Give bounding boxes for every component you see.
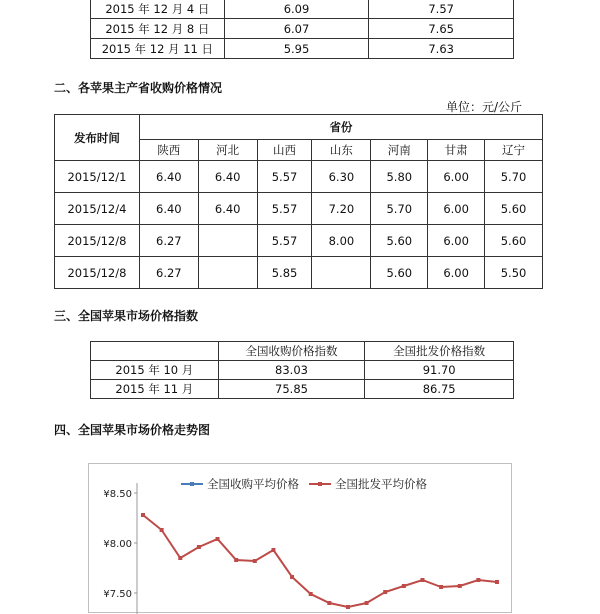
index-cell: 75.85 xyxy=(218,380,365,399)
price-cell: 5.60 xyxy=(485,225,543,257)
data-point xyxy=(495,580,499,584)
table-row xyxy=(91,380,514,399)
month-cell: 2015 年 11 月 xyxy=(91,380,219,399)
data-point xyxy=(141,513,145,517)
table-row xyxy=(55,193,543,225)
province-name: 河北 xyxy=(198,140,257,161)
empty-header-cell xyxy=(91,342,219,361)
y-tick-label: ¥8.50 xyxy=(103,489,132,500)
data-point xyxy=(216,537,220,541)
data-point xyxy=(439,585,443,589)
province-name: 河南 xyxy=(371,140,428,161)
index-cell: 91.70 xyxy=(365,361,514,380)
data-point xyxy=(197,545,201,549)
legend-label: 全国批发平均价格 xyxy=(335,477,427,491)
table-row xyxy=(55,257,543,289)
index-cell: 86.75 xyxy=(365,380,514,399)
value-cell: 7.57 xyxy=(369,0,514,19)
y-tick-label: ¥7.50 xyxy=(103,589,132,600)
date-cell: 2015/12/4 xyxy=(55,193,140,225)
data-point xyxy=(271,548,275,552)
data-point xyxy=(458,584,462,588)
wholesale-index-header: 全国批发价格指数 xyxy=(365,342,514,361)
price-cell: 6.00 xyxy=(428,225,485,257)
data-point xyxy=(346,605,350,609)
date-cell: 2015 年 12 月 8 日 xyxy=(91,19,225,39)
price-cell: 6.40 xyxy=(198,193,257,225)
price-cell: 5.57 xyxy=(257,161,312,193)
data-point xyxy=(160,528,164,532)
retail-price-table xyxy=(90,0,514,59)
data-point xyxy=(327,601,331,605)
legend-label: 全国收购平均价格 xyxy=(207,477,299,491)
header-row xyxy=(55,115,543,140)
series-line-1 xyxy=(143,515,497,607)
month-cell: 2015 年 10 月 xyxy=(91,361,219,380)
price-cell: 5.70 xyxy=(485,161,543,193)
date-cell: 2015 年 12 月 4 日 xyxy=(91,0,225,19)
province-header: 省份 xyxy=(139,115,542,140)
y-tick-label: ¥8.00 xyxy=(103,539,132,550)
date-cell: 2015 年 12 月 11 日 xyxy=(91,39,225,59)
province-price-table xyxy=(54,114,543,289)
unit-label: 单位：元/公斤 xyxy=(446,100,523,114)
data-point xyxy=(402,584,406,588)
value-cell: 7.65 xyxy=(369,19,514,39)
table-row xyxy=(91,39,514,59)
price-cell: 5.57 xyxy=(257,225,312,257)
price-cell: 6.00 xyxy=(428,193,485,225)
table-row xyxy=(55,225,543,257)
province-name: 山西 xyxy=(257,140,312,161)
price-cell: 5.50 xyxy=(485,257,543,289)
price-cell: 5.60 xyxy=(371,225,428,257)
index-cell: 83.03 xyxy=(218,361,365,380)
price-cell: 5.70 xyxy=(371,193,428,225)
price-cell: 6.40 xyxy=(139,161,198,193)
price-cell xyxy=(198,257,257,289)
section-title-province-prices: 二、各苹果主产省收购价格情况 xyxy=(54,81,223,95)
header-row xyxy=(91,342,514,361)
data-point xyxy=(420,578,424,582)
section-title-price-trend: 四、全国苹果市场价格走势图 xyxy=(54,423,211,437)
price-cell: 6.27 xyxy=(139,257,198,289)
price-cell: 6.00 xyxy=(428,257,485,289)
province-name: 陕西 xyxy=(139,140,198,161)
price-cell xyxy=(198,225,257,257)
price-cell: 7.20 xyxy=(312,193,371,225)
data-point xyxy=(234,558,238,562)
chart-svg xyxy=(89,464,513,614)
data-point xyxy=(290,575,294,579)
price-cell xyxy=(312,257,371,289)
table-row xyxy=(55,161,543,193)
price-cell: 5.57 xyxy=(257,193,312,225)
price-cell: 6.40 xyxy=(198,161,257,193)
table-row xyxy=(91,361,514,380)
price-cell: 6.00 xyxy=(428,161,485,193)
value-cell: 6.07 xyxy=(224,19,369,39)
date-cell: 2015/12/1 xyxy=(55,161,140,193)
data-point xyxy=(365,601,369,605)
value-cell: 7.63 xyxy=(369,39,514,59)
province-name: 辽宁 xyxy=(485,140,543,161)
price-cell: 5.80 xyxy=(371,161,428,193)
legend-swatch-marker xyxy=(190,482,194,486)
table-row xyxy=(91,19,514,39)
data-point xyxy=(309,592,313,596)
price-cell: 8.00 xyxy=(312,225,371,257)
section-title-price-index: 三、全国苹果市场价格指数 xyxy=(54,309,199,323)
price-cell: 6.30 xyxy=(312,161,371,193)
release-time-header: 发布时间 xyxy=(55,115,140,161)
price-cell: 5.60 xyxy=(485,193,543,225)
legend-swatch-marker xyxy=(318,482,322,486)
price-cell: 6.27 xyxy=(139,225,198,257)
price-cell: 5.60 xyxy=(371,257,428,289)
province-name: 甘肃 xyxy=(428,140,485,161)
data-point xyxy=(476,578,480,582)
value-cell: 5.95 xyxy=(224,39,369,59)
data-point xyxy=(253,559,257,563)
data-point xyxy=(178,556,182,560)
value-cell: 6.09 xyxy=(224,0,369,19)
price-trend-chart xyxy=(88,463,512,613)
data-point xyxy=(383,590,387,594)
date-cell: 2015/12/8 xyxy=(55,225,140,257)
price-cell: 6.40 xyxy=(139,193,198,225)
province-name: 山东 xyxy=(312,140,371,161)
price-cell: 5.85 xyxy=(257,257,312,289)
purchase-index-header: 全国收购价格指数 xyxy=(218,342,365,361)
table-row xyxy=(91,0,514,19)
date-cell: 2015/12/8 xyxy=(55,257,140,289)
price-index-table xyxy=(90,341,514,399)
